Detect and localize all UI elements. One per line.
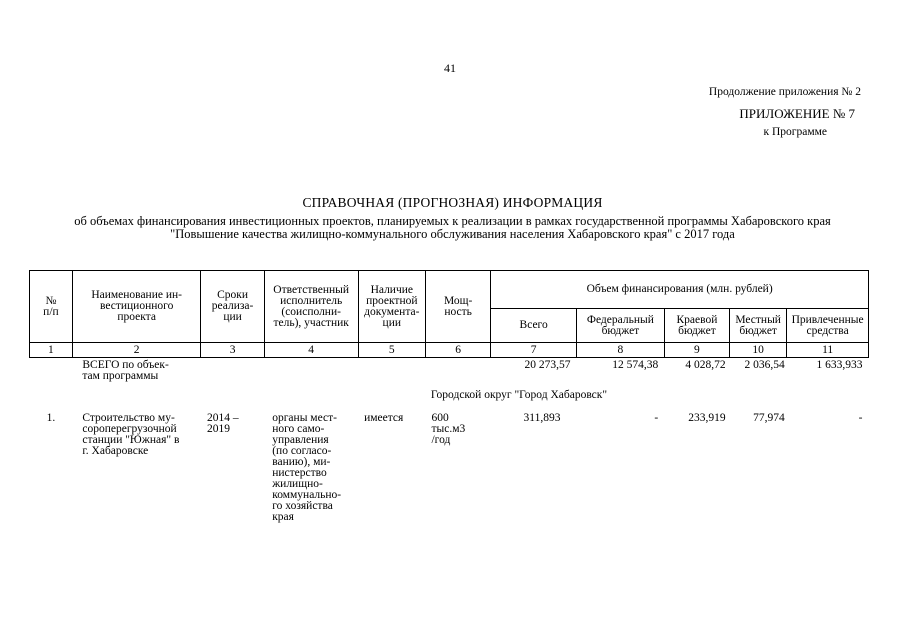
- header-num: № п/п: [30, 271, 73, 343]
- table-row: [30, 410, 869, 523]
- column-number: 5: [358, 343, 425, 358]
- total-attracted: 1 633,933: [816, 359, 863, 371]
- document-subtitle: об объемах финансирования инвестиционных проектов, планируемых к реализации в рамках государственной программы Хабаровского края "Повышение качества жилищно-коммунального обслуживания населения Хабаровского края" с 2017 года: [74, 214, 831, 241]
- continuation-note: Продолжение приложения № 2: [708, 86, 861, 98]
- document-title: СПРАВОЧНАЯ (ПРОГНОЗНАЯ) ИНФОРМАЦИЯ: [302, 195, 603, 210]
- to-program-note: к Программе: [763, 126, 827, 138]
- header-terms: Сроки реализа- ции: [201, 271, 264, 343]
- total-row: [30, 358, 869, 388]
- header-power: Мощ- ность: [425, 271, 490, 343]
- appendix-title: ПРИЛОЖЕНИЕ № 7: [739, 106, 855, 121]
- row-local: 77,974: [753, 411, 785, 424]
- row-project-docs: имеется: [364, 411, 404, 424]
- column-number: 8: [577, 343, 665, 358]
- row-federal: -: [654, 411, 659, 424]
- row-num: 1.: [46, 411, 56, 424]
- header-project-docs: Наличие проектной документа- ции: [358, 271, 425, 343]
- row-power: 600 тыс.м3 /год: [431, 411, 466, 446]
- total-regional: 4 028,72: [685, 359, 726, 371]
- row-attracted: -: [858, 411, 863, 424]
- total-sum: 20 273,57: [524, 359, 571, 371]
- header-local: Местный бюджет: [730, 309, 787, 343]
- column-number: 11: [787, 343, 869, 358]
- column-number: 4: [264, 343, 358, 358]
- column-number: 9: [664, 343, 729, 358]
- total-local: 2 036,54: [744, 359, 785, 371]
- total-label: ВСЕГО по объек- там программы: [82, 359, 169, 382]
- column-number: 7: [491, 343, 577, 358]
- column-number: 2: [72, 343, 201, 358]
- page-number: 41: [444, 61, 456, 75]
- header-project-name: Наименование ин- вестиционного проекта: [72, 271, 201, 343]
- total-federal: 12 574,38: [612, 359, 659, 371]
- header-regional: Краевой бюджет: [664, 309, 729, 343]
- row-regional: 233,919: [688, 411, 726, 424]
- financing-table: [29, 270, 869, 523]
- column-number: 3: [201, 343, 264, 358]
- row-executor: органы мест- ного само- управления (по согласо- ванию), ми- нистерство жилищно- коммунально- го хозяйства края: [272, 411, 342, 523]
- section-title: Городской округ "Город Хабаровск": [430, 388, 608, 401]
- header-federal: Федеральный бюджет: [577, 309, 665, 343]
- row-project-name: Строительство му- сороперегрузочной станции "Южная" в г. Хабаровске: [82, 411, 180, 457]
- header-financing-volume: Объем финансирования (млн. рублей): [491, 271, 869, 309]
- header-total: Всего: [491, 309, 577, 343]
- column-number: 10: [730, 343, 787, 358]
- header-attracted: Привлеченные средства: [787, 309, 869, 343]
- row-total: 311,893: [523, 411, 561, 424]
- row-terms: 2014 – 2019: [206, 411, 239, 435]
- column-number: 1: [30, 343, 73, 358]
- column-number: 6: [425, 343, 490, 358]
- header-executor: Ответственный исполнитель (соисполни- тель), участник: [264, 271, 358, 343]
